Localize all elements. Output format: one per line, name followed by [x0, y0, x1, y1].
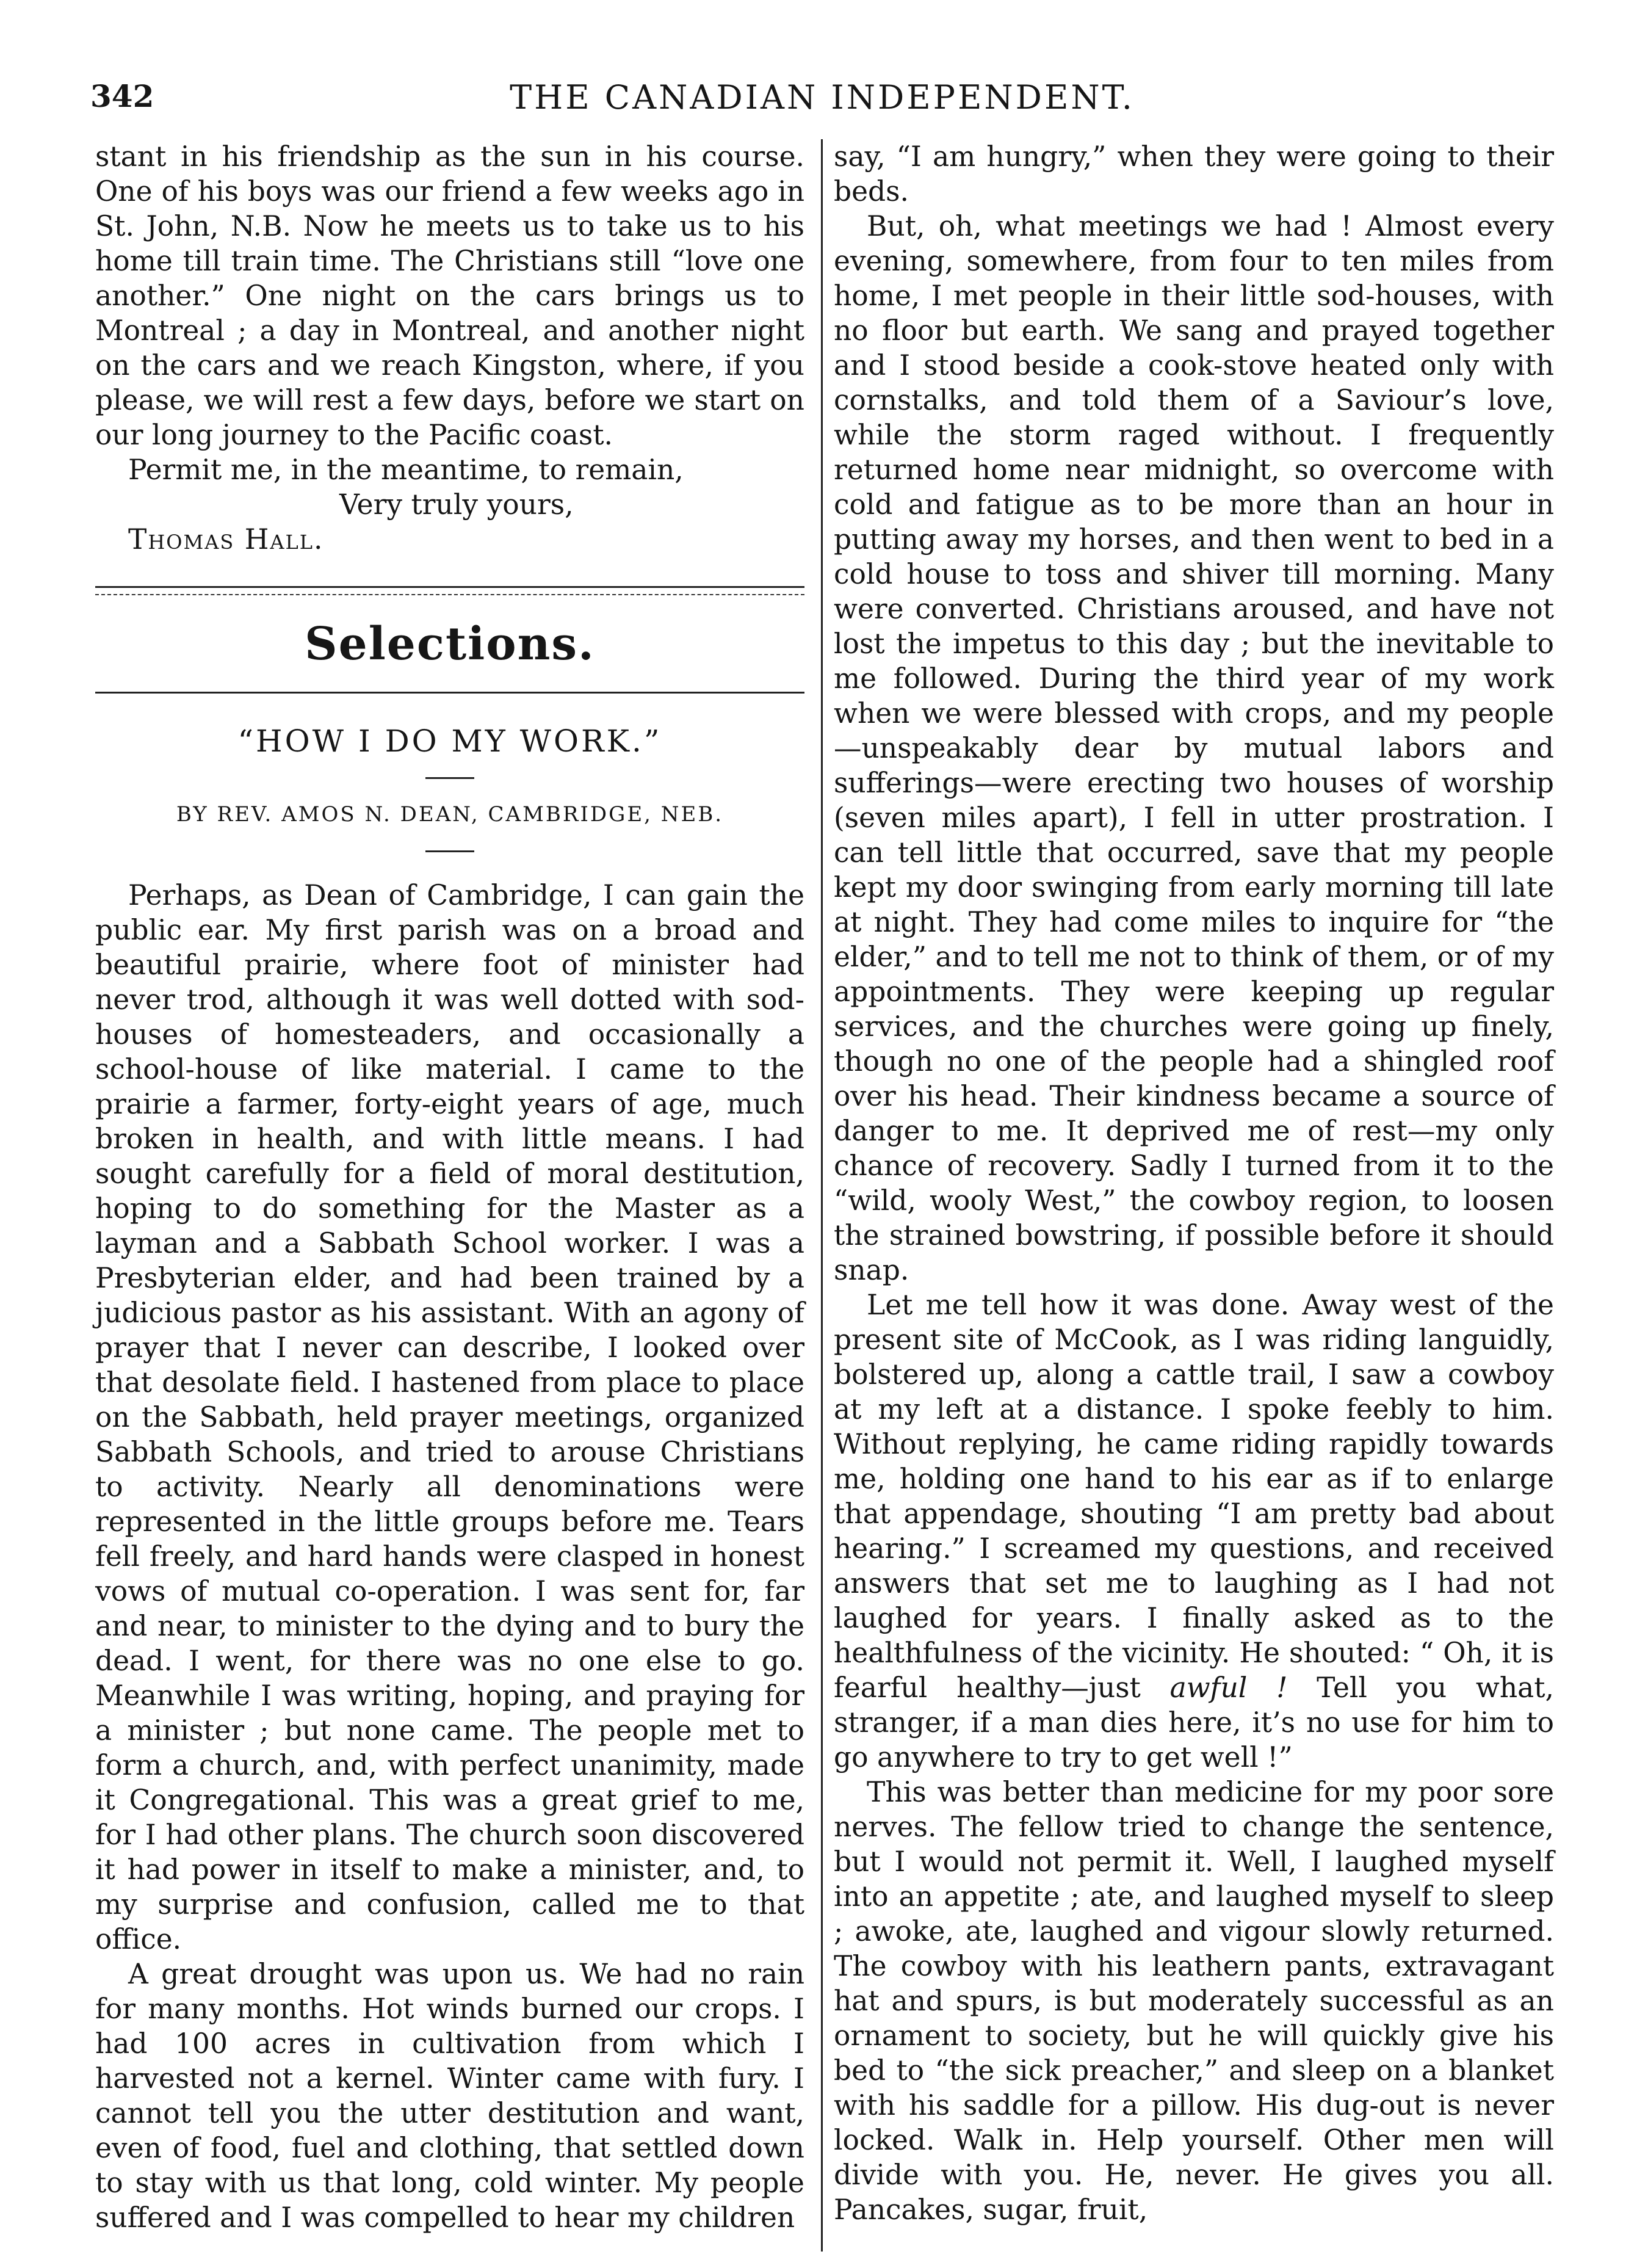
- page-header: [84, 78, 1560, 127]
- text-run: Tell you what, stranger, if a man dies here, it’s no use for him to go anywhere to try to get well !”: [834, 1672, 1554, 1773]
- valediction: Very truly yours,: [339, 488, 574, 521]
- signature: Thomas Hall.: [128, 523, 324, 556]
- continued-paragraph: say, “I am hungry,” when they were going to their beds.: [834, 140, 1554, 208]
- closing-line: Permit me, in the meantime, to remain,: [128, 454, 684, 486]
- emphasis-text: awful !: [1169, 1672, 1288, 1704]
- letter-paragraph: stant in his friendship as the sun in his course. One of his boys was our friend a few weeks ago in St. John, N.B. Now he meets us to take us to his home till train time. The Christians still “love one another.” One night on the cars brings us to Montreal ; a day in Montreal, and another night on the cars and we reach Kingston, where, if you please, we will rest a few days, before we start on our long journey to the Pacific coast.: [95, 140, 804, 451]
- section-underline: [95, 692, 804, 694]
- byline-rule: [425, 850, 474, 852]
- running-title: THE CANADIAN INDEPENDENT.: [510, 78, 1135, 117]
- text-run: Let me tell how it was done. Away west of the present site of McCook, as I was riding languidly, bolstered up, along a cattle trail, I saw a cowboy at my left at a distance. I spoke feebly to him. Without replying, he came riding rapidly towards me, holding one hand to his ear as if to enlarge that appendage, shouting “I am pretty bad about hearing.” I screamed my questions, and received answers that set me to laughing as I had not laughed for years. I finally asked as to the healthfulness of the vicinity. He shouted: “ Oh, it is fearful healthy—just: [834, 1289, 1554, 1704]
- page-number: 342: [90, 78, 154, 114]
- article-title: “HOW I DO MY WORK.”: [237, 723, 662, 759]
- body-paragraph: [834, 1288, 1554, 1775]
- title-rule: [425, 777, 474, 779]
- left-column: [95, 139, 804, 2235]
- body-paragraph: Perhaps, as Dean of Cambridge, I can gain the public ear. My first parish was on a broad and beautiful prairie, where foot of minister had never trod, although it was well dotted with sod-houses of homesteaders, and occasionally a school-house of like material. I came to the prairie a farmer, forty-eight years of age, much broken in health, and with little means. I had sought carefully for a field of moral destitution, hoping to do something for the Master as a layman and a Sabbath School worker. I was a Presbyterian elder, and had been trained by a judicious pastor as his assistant. With an agony of prayer that I never can describe, I looked over that desolate field. I hastened from place to place on the Sabbath, held prayer meetings, organized Sabbath Schools, and tried to arouse Christians to activity. Nearly all denominations were represented in the little groups before me. Tears fell freely, and hard hands were clasped in honest vows of mutual co-operation. I was sent for, far and near, to minister to the dying and to bury the dead. I went, for there was no one else to go. Meanwhile I was writing, hoping, and praying for a minister ; but none came. The people met to form a church, and, with perfect unanimity, made it Congregational. This was a great grief to me, for I had other plans. The church soon discovered it had power in itself to make a minister, and, to my surprise and confusion, called me to that office.: [95, 879, 804, 1955]
- section-divider: [95, 586, 804, 595]
- column-divider: [821, 139, 823, 2252]
- section-heading: Selections.: [305, 618, 595, 670]
- body-paragraph: This was better than medicine for my poor sore nerves. The fellow tried to change the sentence, but I would not permit it. Well, I laughed myself into an appetite ; ate, and laughed myself to sleep ; awoke, ate, laughed and vigour slowly returned. The cowboy with his leathern pants, extravagant hat and spurs, is but moderately successful as an ornament to society, but he will quickly give his bed to “the sick preacher,” and sleep on a blanket with his saddle for a pillow. His dug-out is never locked. Walk in. Help yourself. Other men will divide with you. He, never. He gives you all. Pancakes, sugar, fruit,: [834, 1776, 1554, 2226]
- byline: BY REV. AMOS N. DEAN, CAMBRIDGE, NEB.: [176, 802, 724, 827]
- body-paragraph: But, oh, what meetings we had ! Almost every evening, somewhere, from four to ten miles from home, I met people in their little sod-houses, with no floor but earth. We sang and prayed together and I stood beside a cook-stove heated only with cornstalks, and told them of a Saviour’s love, while the storm raged without. I frequently returned home near midnight, so overcome with cold and fatigue as to be more than an hour in putting away my horses, and then went to bed in a cold house to toss and shiver till morning. Many were converted. Christians aroused, and have not lost the impetus to this day ; but the inevitable to me followed. During the third year of my work when we were blessed with crops, and my people—unspeakably dear by mutual labors and sufferings—were erecting two houses of worship (seven miles apart), I fell in utter prostration. I can tell little that occurred, save that my people kept my door swinging from early morning till late at night. They had come miles to inquire for “the elder,” and to tell me not to think of them, or of my appointments. They were keeping up regular services, and the churches were going up finely, though no one of the people had a shingled roof over his head. Their kindness became a source of danger to me. It deprived me of rest—my only chance of recovery. Sadly I turned from it to the “wild, wooly West,” the cowboy region, to loosen the strained bowstring, if possible before it should snap.: [834, 210, 1554, 1286]
- right-column: [834, 139, 1554, 2227]
- body-paragraph: A great drought was upon us. We had no rain for many months. Hot winds burned our crops. I had 100 acres in cultivation from which I harvested not a kernel. Winter came with fury. I cannot tell you the utter destitution and want, even of food, fuel and clothing, that settled down to stay with us that long, cold winter. My people suffered and I was compelled to hear my children: [95, 1958, 804, 2234]
